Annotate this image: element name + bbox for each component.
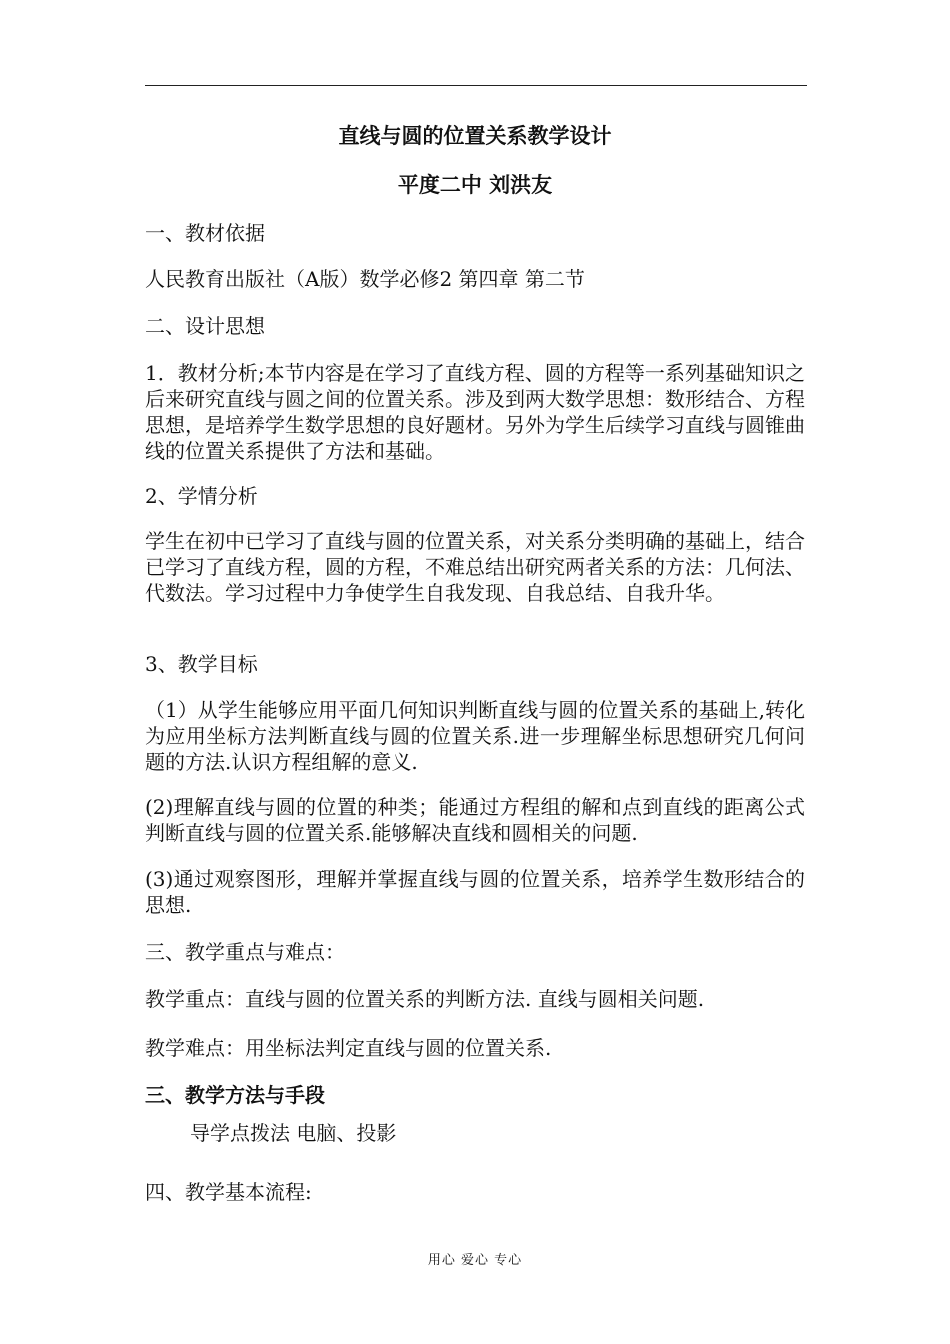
objective-3: (3)通过观察图形，理解并掌握直线与圆的位置关系，培养学生数形结合的思想. — [145, 867, 805, 917]
section-heading-objectives: 3、教学目标 — [145, 652, 258, 676]
document-author: 平度二中 刘洪友 — [397, 172, 553, 197]
paragraph-learner-analysis: 学生在初中已学习了直线与圆的位置关系，对关系分类明确的基础上，结合已学习了直线方程，圆的方程，不难总结出研究两者关系的方法：几何法、代数法。学习过程中力争使学生自我发现、自我总结、自我升华。 — [145, 529, 805, 605]
header-rule — [145, 85, 807, 86]
document-title: 直线与圆的位置关系教学设计 — [338, 123, 612, 148]
section-heading-methods: 三、教学方法与手段 — [145, 1083, 325, 1107]
textbook-reference: 人民教育出版社（A版）数学必修2 第四章 第二节 — [145, 267, 585, 291]
objective-1: （1）从学生能够应用平面几何知识判断直线与圆的位置关系的基础上,转化为应用坐标方法判断直线与圆的位置关系.进一步理解坐标思想研究几何问题的方法.认识方程组解的意义. — [145, 698, 805, 774]
section-heading-design: 二、设计思想 — [145, 314, 265, 338]
methods-text: 导学点拨法 电脑、投影 — [190, 1121, 397, 1145]
section-heading-learner-analysis: 2、学情分析 — [145, 484, 258, 508]
key-point-text: 教学重点：直线与圆的位置关系的判断方法. 直线与圆相关问题. — [145, 987, 705, 1011]
section-heading-flow: 四、教学基本流程: — [145, 1180, 312, 1204]
page-footer: 用心 爱心 专心 — [427, 1253, 523, 1268]
section-heading-basis: 一、教材依据 — [145, 221, 265, 245]
section-heading-key-points: 三、教学重点与难点： — [145, 940, 345, 964]
difficulty-text: 教学难点：用坐标法判定直线与圆的位置关系. — [145, 1036, 552, 1060]
paragraph-material-analysis: 1．教材分析;本节内容是在学习了直线方程、圆的方程等一系列基础知识之后来研究直线与圆之间的位置关系。涉及到两大数学思想：数形结合、方程思想，是培养学生数学思想的良好题材。另外为学生后续学习直线与圆锥曲线的位置关系提供了方法和基础。 — [145, 361, 805, 463]
objective-2: (2)理解直线与圆的位置的种类；能通过方程组的解和点到直线的距离公式判断直线与圆的位置关系.能够解决直线和圆相关的问题. — [145, 795, 805, 845]
